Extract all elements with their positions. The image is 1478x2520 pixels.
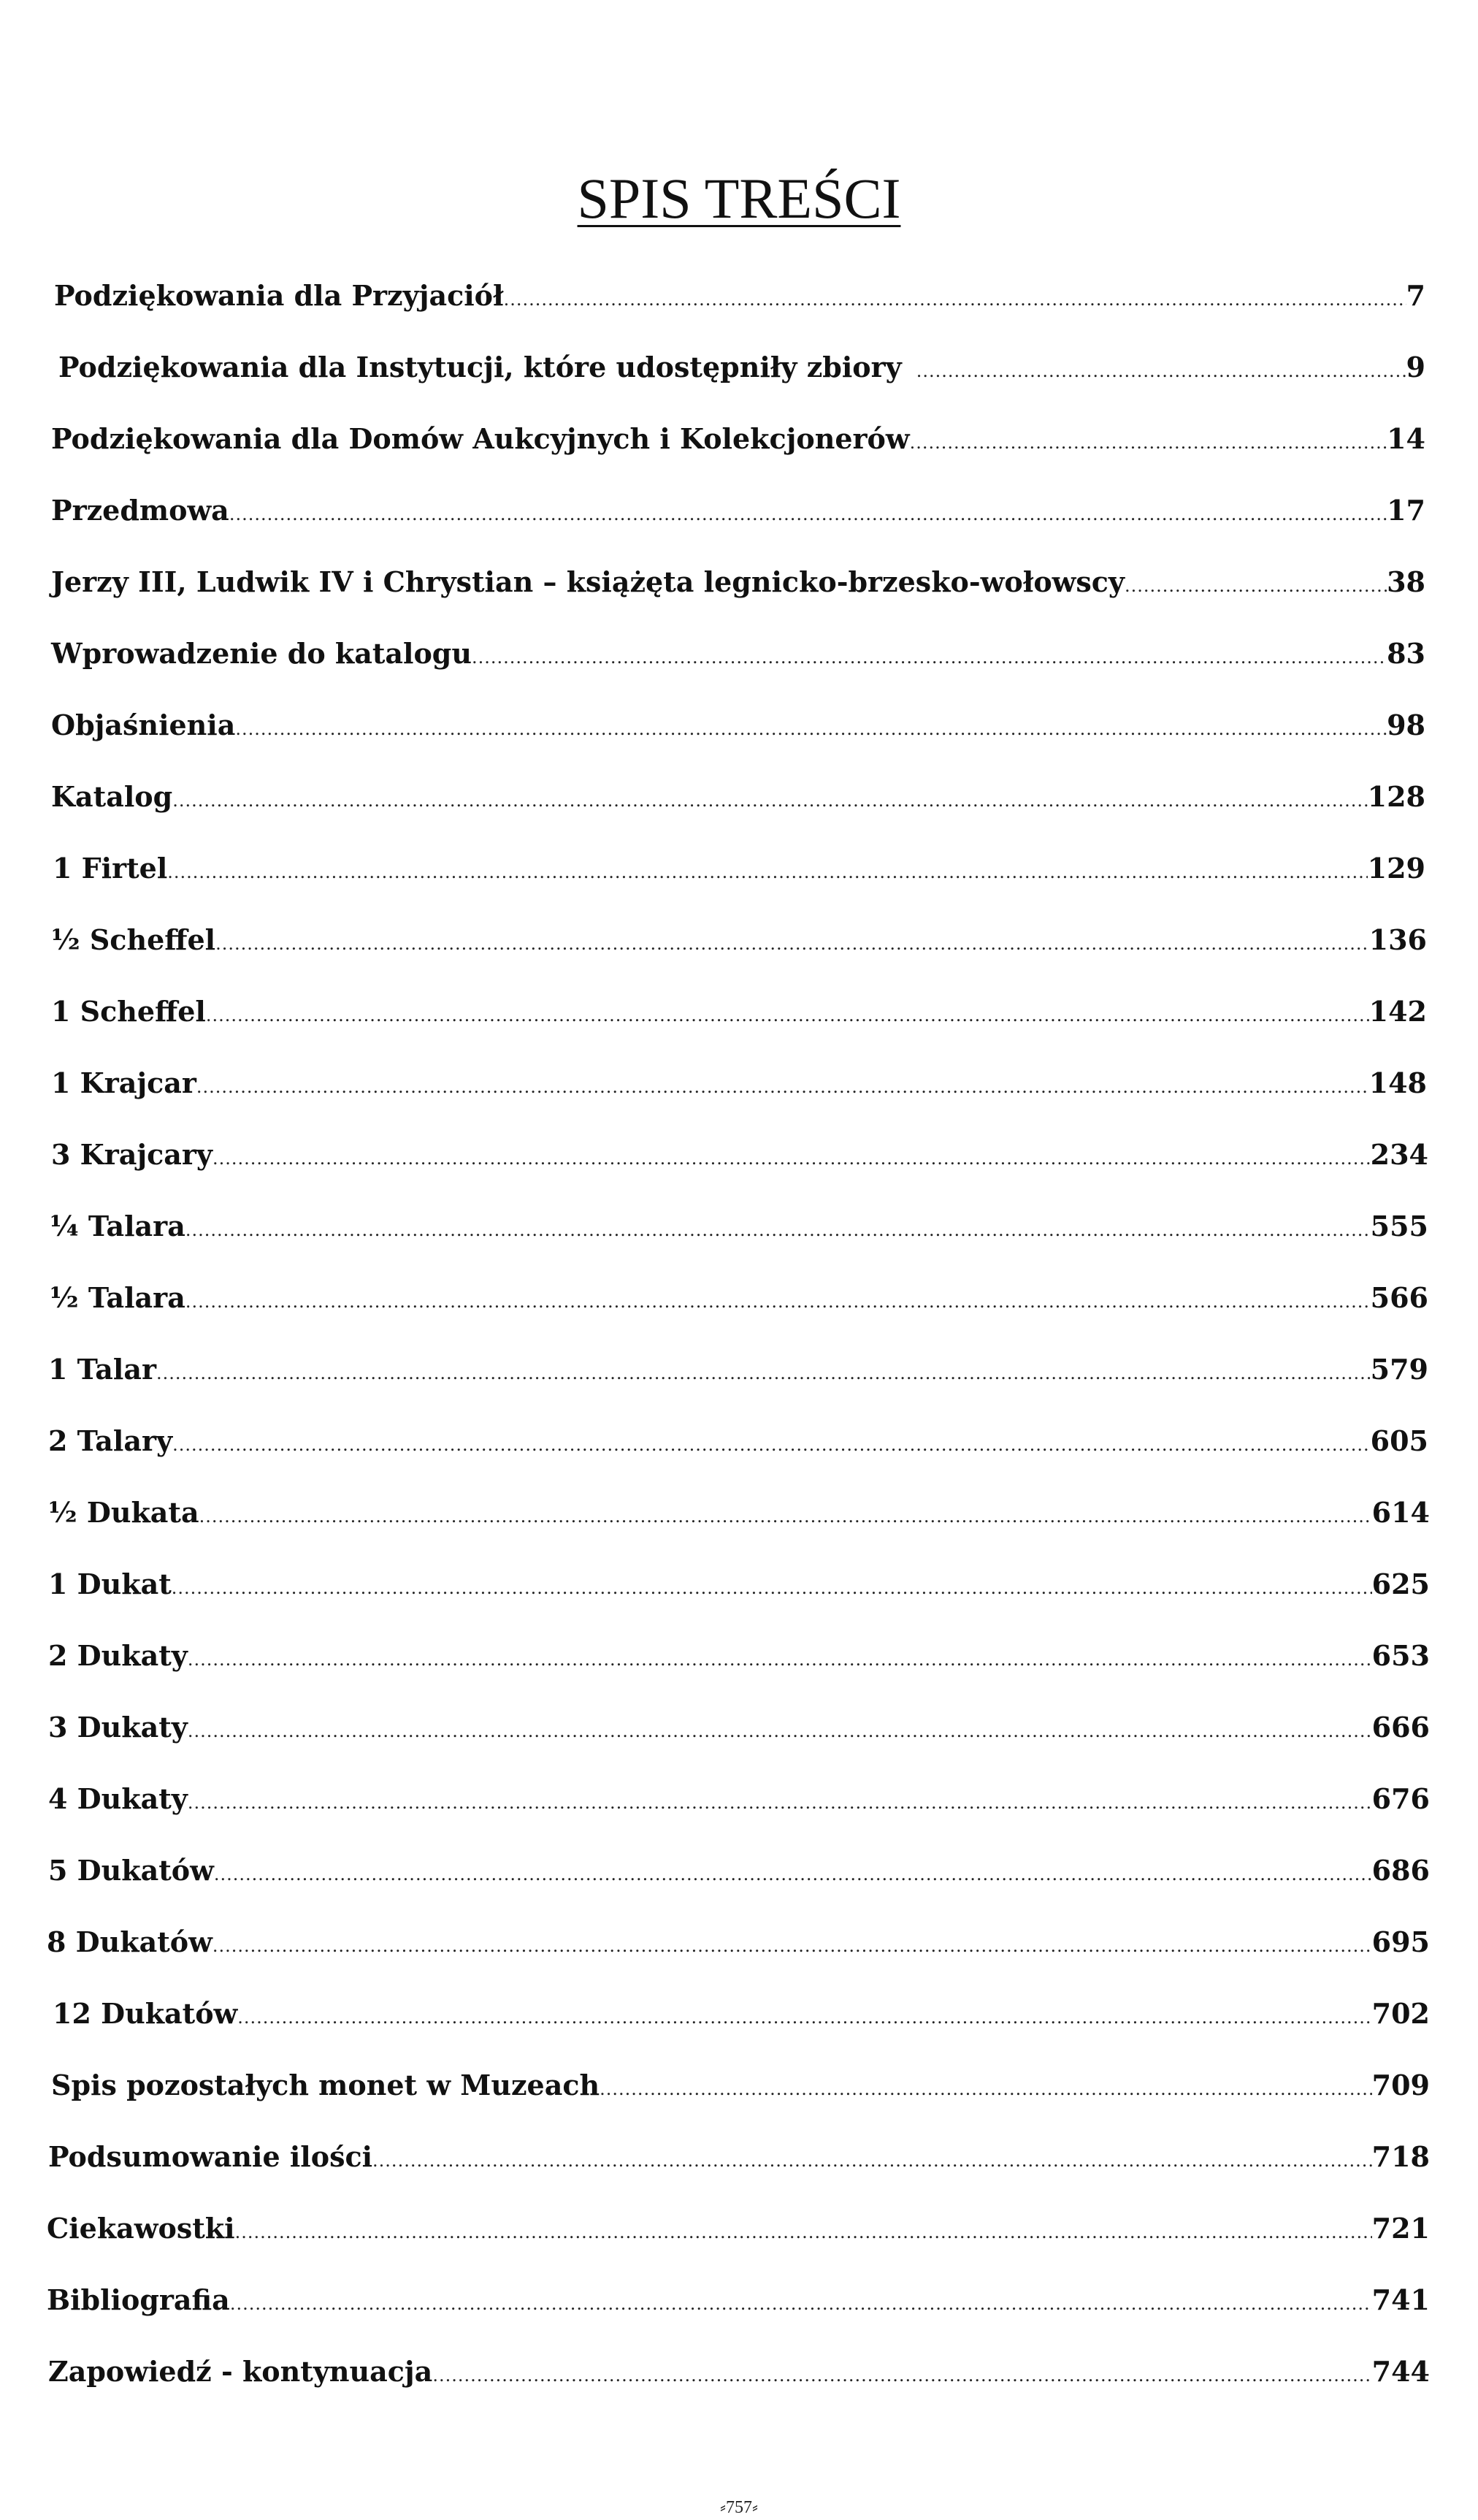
toc-entry[interactable] bbox=[50, 1272, 1428, 1324]
dot-leader bbox=[472, 632, 1387, 683]
toc-entry-label: 1 Dukat bbox=[48, 1568, 172, 1600]
toc-entry[interactable] bbox=[48, 1845, 1430, 1896]
toc-entry-label: 3 Krajcary bbox=[51, 1138, 212, 1171]
toc-entry-page: 142 bbox=[1368, 995, 1427, 1028]
dot-leader bbox=[1125, 560, 1387, 611]
dot-leader bbox=[214, 1849, 1372, 1900]
dot-leader bbox=[230, 2278, 1372, 2329]
toc-entry[interactable] bbox=[48, 2131, 1430, 2183]
toc-entry[interactable] bbox=[51, 700, 1425, 751]
dot-leader bbox=[167, 847, 1367, 898]
dot-leader bbox=[215, 918, 1369, 969]
toc-entry-page: 666 bbox=[1371, 1711, 1430, 1744]
toc-entry[interactable] bbox=[48, 1416, 1428, 1467]
toc-entry-page: 14 bbox=[1387, 422, 1425, 455]
dot-leader bbox=[212, 1133, 1371, 1184]
toc-entry-page: 625 bbox=[1371, 1568, 1430, 1600]
dot-leader bbox=[196, 1061, 1369, 1112]
toc-entry-label: Jerzy III, Ludwik IV i Chrystian – książęta legnicko-brzesko-wołowscy bbox=[51, 565, 1125, 598]
toc-entry[interactable] bbox=[58, 342, 1425, 393]
footer-ornament-left: ⸗ bbox=[720, 2498, 726, 2517]
toc-entry-label: 3 Dukaty bbox=[48, 1711, 188, 1744]
toc-entry-label: 4 Dukaty bbox=[48, 1782, 188, 1815]
toc-entry-label: Katalog bbox=[51, 780, 173, 813]
toc-entry-page: 744 bbox=[1371, 2355, 1430, 2388]
page-number-footer bbox=[0, 2497, 1478, 2519]
toc-entry-page: 129 bbox=[1367, 852, 1425, 885]
toc-entry-page: 579 bbox=[1370, 1353, 1428, 1386]
toc-entry[interactable] bbox=[48, 1344, 1428, 1395]
toc-entry[interactable] bbox=[51, 628, 1425, 679]
toc-entry-page: 136 bbox=[1368, 923, 1427, 956]
toc-entry[interactable] bbox=[51, 413, 1425, 465]
dot-leader bbox=[235, 703, 1387, 755]
page-title: SPIS TREŚCI bbox=[577, 167, 901, 230]
toc-entry-label: Podziękowania dla Przyjaciół bbox=[54, 279, 504, 312]
toc-entry[interactable] bbox=[51, 915, 1427, 966]
dot-leader bbox=[206, 990, 1369, 1041]
toc-entry-page: 741 bbox=[1371, 2283, 1430, 2316]
toc-entry[interactable] bbox=[47, 1917, 1430, 1968]
toc-entry-page: 566 bbox=[1370, 1281, 1428, 1314]
toc-entry-page: 653 bbox=[1371, 1639, 1430, 1672]
toc-entry-page: 148 bbox=[1368, 1066, 1427, 1099]
dot-leader bbox=[432, 2350, 1371, 2401]
dot-leader bbox=[229, 489, 1387, 540]
dot-leader bbox=[504, 274, 1406, 325]
dot-leader bbox=[188, 1634, 1372, 1685]
toc-entry[interactable] bbox=[48, 1702, 1430, 1753]
toc-entry-page: 17 bbox=[1387, 494, 1425, 527]
toc-entry[interactable] bbox=[51, 1058, 1427, 1109]
dot-leader bbox=[372, 2135, 1372, 2186]
dot-leader bbox=[212, 1920, 1372, 1971]
toc-entry-label: Przedmowa bbox=[51, 494, 229, 527]
toc-entry[interactable] bbox=[47, 2275, 1430, 2326]
toc-entry-label: 5 Dukatów bbox=[48, 1854, 214, 1887]
dot-leader bbox=[600, 2063, 1372, 2115]
toc-entry[interactable] bbox=[53, 843, 1425, 894]
toc-entry[interactable] bbox=[48, 1487, 1430, 1538]
page-number: 757 bbox=[726, 2498, 752, 2517]
toc-entry-label: 1 Krajcar bbox=[51, 1066, 196, 1099]
toc-entry-label: Objaśnienia bbox=[51, 709, 236, 741]
toc-entry[interactable] bbox=[51, 485, 1425, 536]
toc-entry-label: Bibliografia bbox=[47, 2283, 230, 2316]
toc-entry-page: 555 bbox=[1370, 1210, 1428, 1242]
dot-leader bbox=[910, 417, 1387, 468]
dot-leader bbox=[237, 1992, 1371, 2043]
toc-entry-page: 614 bbox=[1371, 1496, 1430, 1529]
dot-leader bbox=[185, 1204, 1371, 1256]
toc-entry-label: Ciekawostki bbox=[47, 2212, 235, 2245]
dot-leader bbox=[172, 775, 1367, 826]
toc-entry[interactable] bbox=[54, 270, 1425, 321]
toc-entry-label: Zapowiedź - kontynuacja bbox=[48, 2355, 433, 2388]
toc-entry-label: 8 Dukatów bbox=[47, 1925, 212, 1958]
toc-entry-page: 234 bbox=[1370, 1138, 1428, 1171]
toc-entry-page: 709 bbox=[1371, 2069, 1430, 2101]
dot-leader bbox=[235, 2207, 1372, 2258]
dot-leader bbox=[172, 1562, 1372, 1614]
toc-entry-page: 721 bbox=[1371, 2212, 1430, 2245]
dot-leader bbox=[188, 1706, 1372, 1757]
toc-entry-label: 2 Dukaty bbox=[48, 1639, 188, 1672]
toc-entry-label: Podziękowania dla Domów Aukcyjnych i Kolekcjonerów bbox=[51, 422, 910, 455]
toc-entry-label: 2 Talary bbox=[48, 1424, 173, 1457]
toc-entry-label: Podsumowanie ilości bbox=[48, 2140, 373, 2173]
toc-entry-label: ½ Scheffel bbox=[51, 923, 216, 956]
toc-entry-label: 1 Firtel bbox=[53, 852, 168, 885]
dot-leader bbox=[199, 1491, 1372, 1542]
toc-entry[interactable] bbox=[50, 1201, 1428, 1252]
toc-entry[interactable] bbox=[47, 2203, 1430, 2254]
dot-leader bbox=[916, 345, 1406, 397]
toc-entry-label: 1 Scheffel bbox=[51, 995, 206, 1028]
toc-entry[interactable] bbox=[53, 1988, 1430, 2039]
toc-entry[interactable] bbox=[51, 986, 1427, 1037]
toc-entry[interactable] bbox=[48, 1630, 1430, 1681]
toc-entry[interactable] bbox=[51, 1129, 1428, 1180]
toc-entry[interactable] bbox=[48, 2346, 1430, 2397]
toc-entry-page: 605 bbox=[1370, 1424, 1428, 1457]
dot-leader bbox=[172, 1419, 1371, 1470]
toc-entry-label: Podziękowania dla Instytucji, które udostępniły zbiory bbox=[58, 351, 902, 383]
toc-entry-page: 702 bbox=[1371, 1997, 1430, 2030]
toc-entry-label: 1 Talar bbox=[48, 1353, 157, 1386]
toc-entry-label: 12 Dukatów bbox=[53, 1997, 238, 2030]
toc-entry-page: 676 bbox=[1371, 1782, 1430, 1815]
toc-entry[interactable] bbox=[48, 1773, 1430, 1825]
dot-leader bbox=[156, 1348, 1371, 1399]
toc-entry[interactable] bbox=[51, 2060, 1430, 2111]
dot-leader bbox=[188, 1777, 1372, 1828]
toc-entry-label: ¼ Talara bbox=[50, 1210, 185, 1242]
toc-entry-page: 686 bbox=[1371, 1854, 1430, 1887]
toc-entry[interactable] bbox=[48, 1559, 1430, 1610]
toc-entry-page: 695 bbox=[1371, 1925, 1430, 1958]
toc-entry-label: ½ Talara bbox=[50, 1281, 185, 1314]
toc-entry[interactable] bbox=[51, 771, 1425, 822]
toc-entry-page: 9 bbox=[1406, 351, 1425, 383]
footer-ornament-right: ⸗ bbox=[752, 2498, 758, 2517]
toc-entry-page: 128 bbox=[1367, 780, 1425, 813]
toc-entry-page: 98 bbox=[1387, 709, 1425, 741]
toc-entry-label: ½ Dukata bbox=[48, 1496, 199, 1529]
toc-entry-page: 38 bbox=[1387, 565, 1425, 598]
toc-entry-page: 7 bbox=[1406, 279, 1425, 312]
toc-entry[interactable] bbox=[51, 557, 1425, 608]
toc-entry-label: Spis pozostałych monet w Muzeach bbox=[51, 2069, 600, 2101]
toc-entry-page: 718 bbox=[1371, 2140, 1430, 2173]
toc-entry-label: Wprowadzenie do katalogu bbox=[51, 637, 472, 670]
dot-leader bbox=[185, 1276, 1371, 1327]
toc-entry-page: 83 bbox=[1387, 637, 1425, 670]
